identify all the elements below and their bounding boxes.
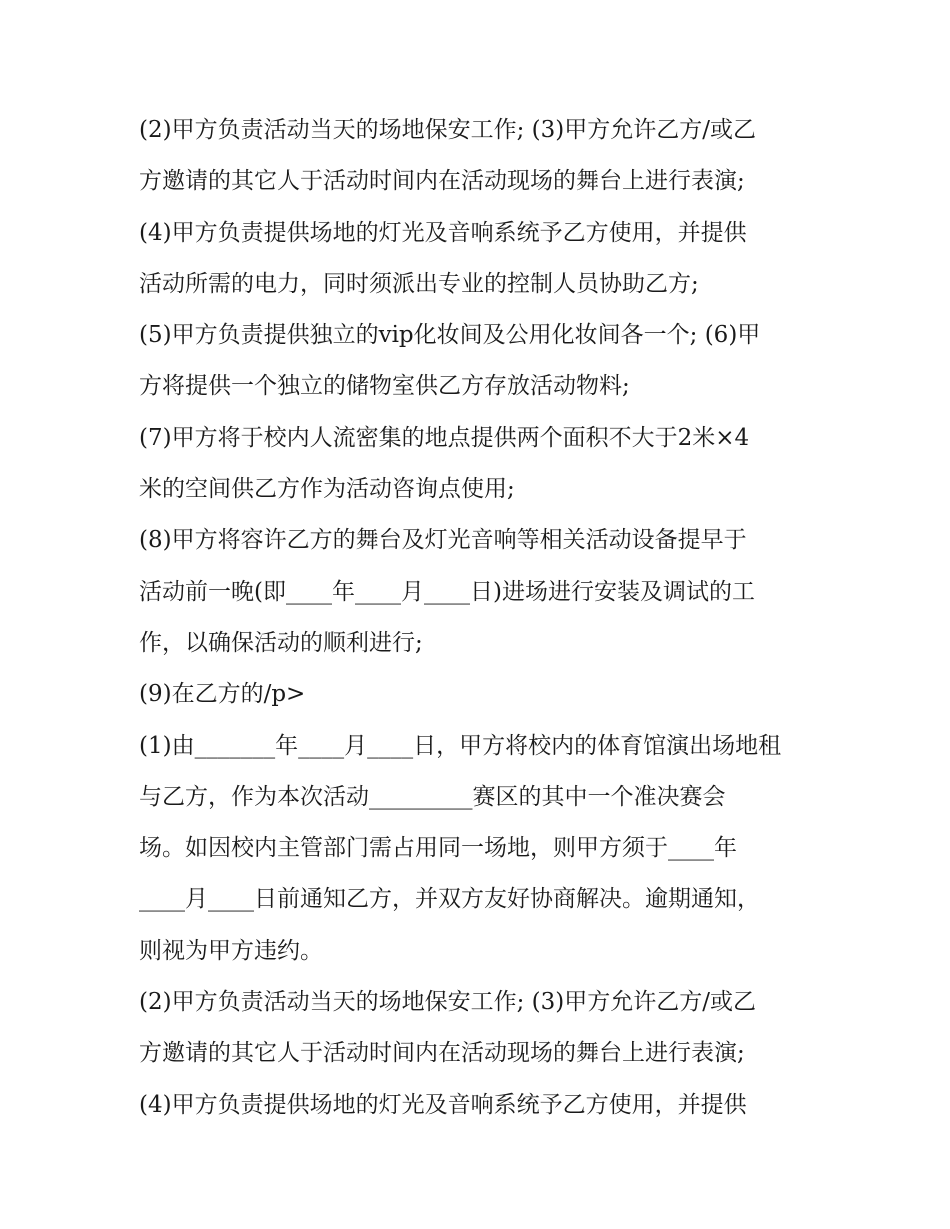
- text-line: 活动前一晚(即____年____月____日)进场进行安装及调试的工: [139, 578, 755, 605]
- text-line: ____月____日前通知乙方，并双方友好协商解决。逾期通知，: [139, 886, 760, 913]
- text-line: 方将提供一个独立的储物室供乙方存放活动物料;: [139, 373, 630, 400]
- text-line: 方邀请的其它人于活动时间内在活动现场的舞台上进行表演;: [139, 1040, 745, 1067]
- text-line: 方邀请的其它人于活动时间内在活动现场的舞台上进行表演;: [139, 168, 745, 195]
- text-line: 与乙方，作为本次活动_________赛区的其中一个准决赛会: [139, 783, 726, 810]
- text-line: 作，以确保活动的顺利进行;: [139, 629, 423, 656]
- text-line: (5)甲方负责提供独立的vip化妆间及公用化妆间各一个; (6)甲: [139, 322, 761, 349]
- contract-text-block: [139, 105, 819, 1131]
- text-line: (2)甲方负责活动当天的场地保安工作; (3)甲方允许乙方/或乙: [139, 989, 756, 1016]
- text-line: 场。如因校内主管部门需占用同一场地，则甲方须于____年: [139, 835, 737, 862]
- text-line: 则视为甲方违约。: [139, 937, 323, 964]
- text-line: (4)甲方负责提供场地的灯光及音响系统予乙方使用，并提供: [139, 219, 747, 246]
- text-line: 米的空间供乙方作为活动咨询点使用;: [139, 476, 515, 503]
- text-line: (4)甲方负责提供场地的灯光及音响系统予乙方使用，并提供: [139, 1091, 747, 1118]
- text-line: (8)甲方将容许乙方的舞台及灯光音响等相关活动设备提早于: [139, 527, 747, 554]
- text-line: (1)由_______年____月____日，甲方将校内的体育馆演出场地租: [139, 732, 782, 759]
- text-line: (2)甲方负责活动当天的场地保安工作; (3)甲方允许乙方/或乙: [139, 117, 756, 143]
- text-line: (7)甲方将于校内人流密集的地点提供两个面积不大于2米×4: [139, 424, 750, 451]
- text-line: 活动所需的电力，同时须派出专业的控制人员协助乙方;: [139, 270, 699, 297]
- text-line: (9)在乙方的/p>: [139, 681, 306, 708]
